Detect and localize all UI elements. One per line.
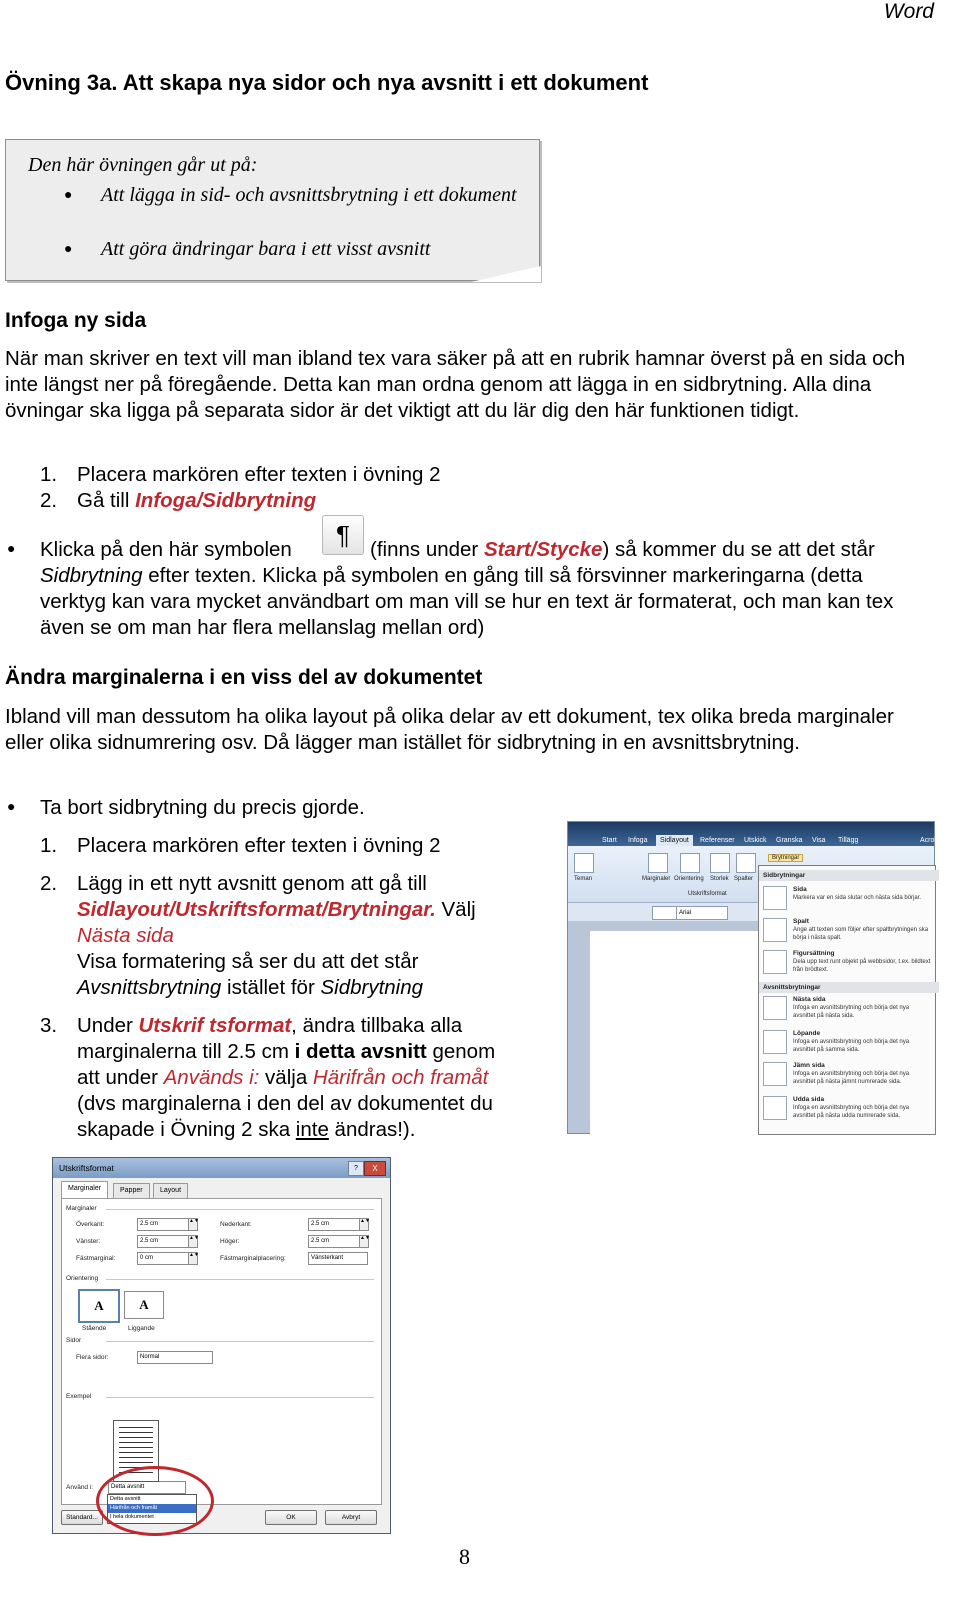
section-label: Exempel: [66, 1393, 92, 1400]
pilcrow-icon: ¶: [322, 515, 364, 555]
left-margin-input[interactable]: 2.5 cm: [137, 1235, 189, 1248]
bullet-icon: ●: [64, 242, 73, 257]
ribbon-tab[interactable]: Infoga: [628, 837, 648, 844]
page-setup-dialog-screenshot: [52, 1157, 391, 1534]
spin-icon[interactable]: ▲▼: [188, 1235, 198, 1248]
columns-icon[interactable]: [736, 853, 756, 873]
breaks-dropdown-button[interactable]: Brytningar: [768, 854, 803, 862]
margins-icon[interactable]: [648, 853, 668, 873]
field-label: Fästmarginalplacering:: [220, 1255, 286, 1262]
portrait-icon[interactable]: A: [78, 1289, 120, 1323]
apply-to-label: Använd i:: [66, 1484, 94, 1491]
step-item: 3. Under Utskrif tsformat, ändra tillbaka alla marginalerna till 2.5 cm i detta avsnitt genom att under Används i: välja Härifrån och framåt (dvs marginalerna i den del av dokumentet du skapade i Övning 2 ska inte ändras!).: [40, 1014, 496, 1141]
landscape-label: Liggande: [128, 1325, 155, 1332]
bottom-margin-input[interactable]: 2.5 cm: [308, 1218, 360, 1231]
page-number: 8: [459, 1544, 470, 1569]
multiple-pages-select[interactable]: Normal: [137, 1351, 213, 1364]
dropdown-option-selected[interactable]: Härifrån och framåt: [108, 1504, 196, 1513]
tab-layout[interactable]: Layout: [153, 1183, 188, 1198]
document-area: [568, 921, 758, 1133]
landscape-icon[interactable]: A: [124, 1291, 164, 1319]
note-lead: Den här övningen går ut på:: [28, 154, 258, 176]
section-label: Orientering: [66, 1275, 99, 1282]
section-paragraph: När man skriver en text vill man ibland tex vara säker på att en rubrik hamnar överst på en sida och inte längst ner på föregående. Detta kan man ordna genom att lägga in en sidbrytning. Alla dina övningar ska ligga på separata sidor är det viktigt att du lär dig den här funktionen tidigt.: [5, 347, 906, 422]
highlight-circle: [96, 1466, 214, 1536]
field-label: Nederkant:: [220, 1221, 252, 1228]
themes-icon[interactable]: [574, 853, 594, 873]
header-app-name: Word: [883, 0, 934, 23]
ribbon-tab[interactable]: Utskick: [744, 837, 767, 844]
ribbon-tab-selected[interactable]: Sidlayout: [656, 835, 693, 846]
section-heading-new-page: Infoga ny sida: [5, 309, 147, 332]
bullet-line: (finns under Start/Stycke) så kommer du se att det står: [370, 538, 875, 561]
spin-icon[interactable]: ▲▼: [188, 1218, 198, 1231]
dropdown-option[interactable]: Detta avsnitt: [110, 1496, 141, 1502]
breaks-menu: Sidbrytningar Sida Markera var en sida slutar och nästa sida börjar. Spalt Ange att texten som följer efter spaltbrytningen ska börja i nästa spalt. Figursättning Dela upp text runt objekt på webbsidor, t.ex. bildtext från brödtext. Avsnittsbrytningar Nästa sida Infoga en avsnittsbrytning och börja det nya avsnittet på nästa sida. Löpande Infoga en avsnittsbrytning och börja det nya avsnittet på samma sida. Jämn sida Infoga en avsnittsbrytning och börja det nya avsnittet på nästa jämnt numrerade sida. Udda sida Infoga en avsnittsbrytning och börja det nya avsnittet på nästa udda numrerade sida.: [758, 865, 936, 1135]
ribbon-tab-bar: [568, 822, 939, 846]
dialog-title: Utskriftsformat: [59, 1163, 114, 1173]
blank-page: [590, 931, 760, 1136]
gutter-position-select[interactable]: Vänsterkant: [308, 1252, 368, 1265]
ribbon-tab[interactable]: Granska: [776, 837, 803, 844]
menu-heading: Sidbrytningar: [759, 870, 939, 881]
bullet-line: Klicka på den här symbolen: [40, 538, 292, 561]
menu-path-link: Infoga/Sidbrytning: [135, 489, 317, 512]
ribbon-tab[interactable]: Start: [602, 837, 617, 844]
orientation-icon[interactable]: [680, 853, 700, 873]
menu-heading: Avsnittsbrytningar: [759, 982, 939, 993]
ribbon-tab[interactable]: Visa: [812, 837, 826, 844]
right-margin-input[interactable]: 2.5 cm: [308, 1235, 360, 1248]
section-label: Marginaler: [66, 1205, 97, 1212]
tab-margins[interactable]: Marginaler: [61, 1181, 108, 1198]
group-label: Teman: [574, 876, 593, 882]
field-label: Höger:: [220, 1238, 240, 1245]
dropdown-option[interactable]: I hela dokumentet: [110, 1514, 154, 1520]
ribbon-tab[interactable]: Acrob: [920, 837, 939, 844]
dialog-title-bar: [53, 1158, 390, 1178]
bullet-line: Ta bort sidbrytning du precis gjorde.: [40, 796, 365, 819]
tab-paper[interactable]: Papper: [113, 1183, 150, 1198]
note-item: Att göra ändringar bara i ett visst avsnitt: [101, 238, 431, 260]
bullet-icon: ●: [7, 540, 16, 556]
bullet-icon: ●: [64, 188, 73, 203]
cancel-button[interactable]: Avbryt: [325, 1510, 377, 1525]
spin-icon[interactable]: ▲▼: [359, 1218, 369, 1231]
ribbon-button-label[interactable]: Orientering: [674, 876, 704, 882]
ribbon-breaks-screenshot: [567, 821, 939, 1134]
font-field[interactable]: Arial: [676, 906, 728, 920]
exercise-title: Övning 3a. Att skapa nya sidor och nya avsnitt i ett dokument: [5, 70, 649, 95]
close-icon[interactable]: X: [364, 1161, 386, 1176]
ribbon-button-label[interactable]: Marginaler: [642, 876, 671, 882]
group-label: Utskriftsformat: [688, 891, 727, 897]
field-label: Överkant:: [76, 1221, 105, 1228]
ribbon-button-label[interactable]: Spalter: [734, 876, 754, 882]
bullet-continuation: Sidbrytning efter texten. Klicka på symbolen en gång till så försvinner markeringarna (detta verktyg kan vara mycket användbart om man vill se hur en text är formaterat, och man kan tex även se om man har flera mellanslag mellan ord): [40, 564, 894, 639]
exercise-goals-note: [5, 139, 540, 281]
section-paragraph: Ibland vill man dessutom ha olika layout på olika delar av ett dokument, tex olika breda marginaler eller olika sidnumrering osv. Då lägger man istället för sidbrytning in en avsnittsbrytning.: [5, 705, 894, 754]
ribbon-button-label[interactable]: Storlek: [710, 876, 729, 882]
step-item: 2. Lägg in ett nytt avsnitt genom att gå till Sidlayout/Utskriftsformat/Brytningar. Välj Nästa sida Visa formatering så ser du att det står Avsnittsbrytning istället för Sidbrytning: [40, 872, 476, 999]
default-button[interactable]: Standard...: [61, 1510, 103, 1525]
ok-button[interactable]: OK: [265, 1510, 317, 1525]
field-label: Vänster:: [76, 1238, 101, 1245]
section-label: Sidor: [66, 1337, 82, 1344]
top-margin-input[interactable]: 2.5 cm: [137, 1218, 189, 1231]
gutter-input[interactable]: 0 cm: [137, 1252, 189, 1265]
page-curl-decoration: [471, 266, 541, 282]
apply-to-select[interactable]: Detta avsnitt: [108, 1481, 186, 1494]
field-label: Flera sidor:: [76, 1354, 109, 1361]
ribbon-tab[interactable]: Referenser: [700, 837, 735, 844]
ribbon-tab[interactable]: Tillägg: [838, 837, 859, 844]
section-heading-margins: Ändra marginalerna i en viss del av dokumentet: [5, 666, 483, 689]
spin-icon[interactable]: ▲▼: [188, 1252, 198, 1265]
spin-icon[interactable]: ▲▼: [359, 1235, 369, 1248]
menu-path-link: Sidlayout/Utskriftsformat/Brytningar.: [77, 898, 436, 921]
note-item: Att lägga in sid- och avsnittsbrytning i ett dokument: [101, 184, 517, 206]
help-icon[interactable]: ?: [348, 1161, 364, 1176]
field-label: Fästmarginal:: [76, 1255, 116, 1262]
portrait-label: Stående: [82, 1325, 107, 1332]
margins-panel: [61, 1198, 382, 1505]
bullet-icon: ●: [7, 798, 16, 814]
size-icon[interactable]: [710, 853, 730, 873]
